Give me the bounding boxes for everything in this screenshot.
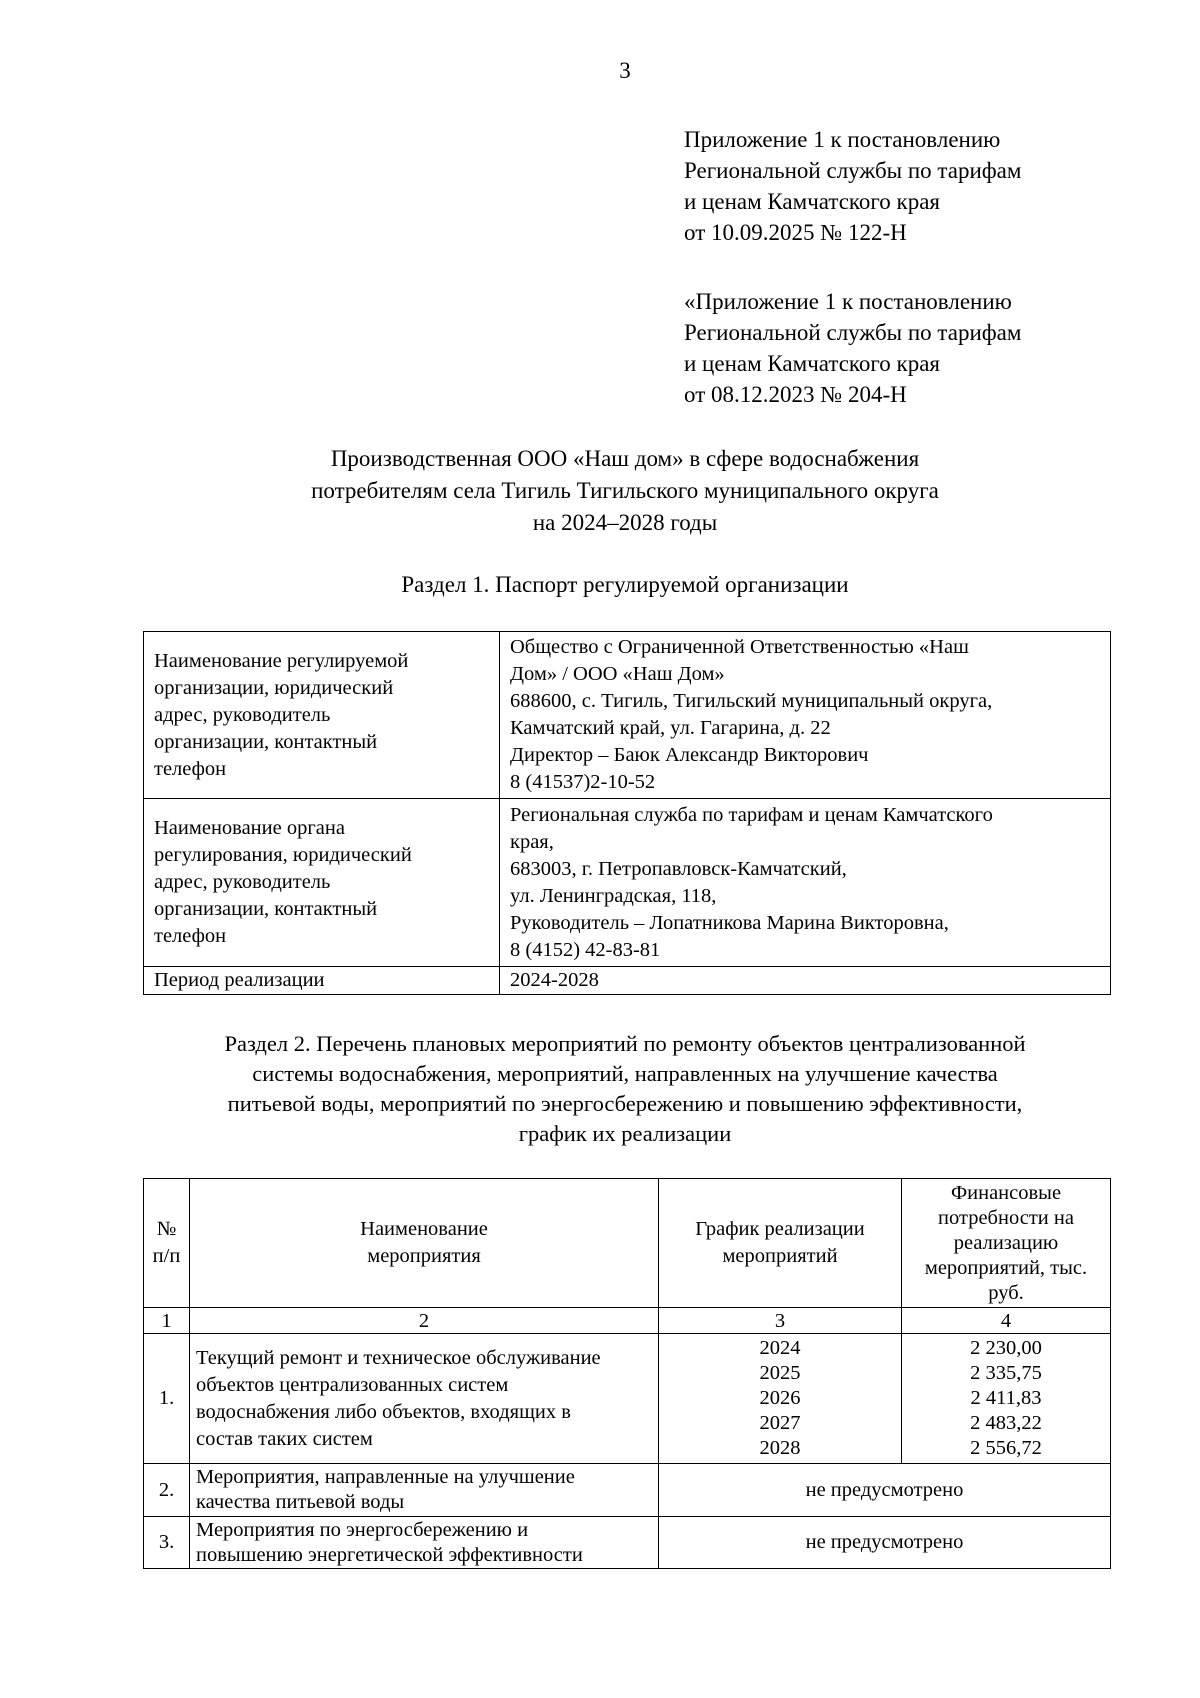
table-row: [144, 1464, 1111, 1517]
text-line: мероприятий: [722, 1245, 838, 1267]
text-line: организации, контактный: [154, 898, 378, 920]
appendix-line: от 08.12.2023 № 204-Н: [684, 382, 907, 407]
header-num: [144, 1179, 190, 1308]
text-line: мероприятий, тыс.: [924, 1256, 1088, 1279]
title-line: на 2024–2028 годы: [532, 510, 718, 535]
text-line: Камчатский край, ул. Гагарина, д. 22: [510, 717, 831, 739]
row-merged-value: не предусмотрено: [659, 1517, 1111, 1569]
text-line: 2 335,75: [970, 1362, 1042, 1384]
text-line: Наименование органа: [154, 817, 345, 839]
header-name: [190, 1179, 659, 1308]
text-line: 2 483,22: [970, 1412, 1042, 1434]
passport-value: [500, 632, 1111, 799]
table-row: [144, 799, 1111, 967]
title-line: Производственная ООО «Наш дом» в сфере водоснабжения: [330, 446, 920, 471]
text-line: Руководитель – Лопатникова Марина Викторовна,: [510, 911, 949, 934]
text-line: реализацию: [953, 1231, 1059, 1254]
table-row: [144, 967, 1111, 995]
appendix-line: Региональной службы по тарифам: [684, 158, 1022, 183]
text-line: Наименование: [360, 1218, 488, 1240]
col-number: 4: [902, 1308, 1111, 1334]
row-num: 2.: [144, 1464, 190, 1517]
table-row: [144, 1334, 1111, 1464]
text-line: Наименование регулируемой: [154, 649, 409, 672]
table-row: [144, 632, 1111, 799]
col-number: 1: [144, 1308, 190, 1334]
text-line: качества питьевой воды: [196, 1491, 405, 1513]
text-line: Региональная служба по тарифам и ценам Камчатского: [510, 803, 993, 826]
appendix-line: «Приложение 1 к постановлению: [684, 289, 1012, 314]
text-line: мероприятия: [367, 1245, 481, 1267]
row-num: 1.: [144, 1334, 190, 1464]
text-line: Директор – Баюк Александр Викторович: [510, 744, 869, 766]
measures-table: [143, 1178, 1111, 1569]
text-line: телефон: [154, 757, 227, 780]
appendix-previous: [684, 286, 1021, 410]
text-line: края,: [510, 830, 554, 853]
text-line: 2025: [759, 1362, 801, 1384]
text-line: №: [156, 1218, 177, 1240]
document-title: [0, 443, 1200, 539]
row-num: 3.: [144, 1517, 190, 1569]
passport-table: [143, 631, 1111, 995]
text-line: 688600, с. Тигиль, Тигильский муниципальный округа,: [510, 690, 993, 712]
text-line: объектов централизованных систем: [196, 1373, 509, 1396]
row-merged-value: не предусмотрено: [659, 1464, 1111, 1517]
text-line: 2028: [759, 1437, 801, 1459]
row-name: [190, 1517, 659, 1569]
passport-label: [144, 799, 500, 967]
passport-label: Период реализации: [144, 967, 500, 995]
text-line: 2 230,00: [970, 1337, 1042, 1359]
text-line: Мероприятия, направленные на улучшение: [196, 1466, 575, 1488]
passport-value: 2024-2028: [500, 967, 1111, 995]
text-line: питьевой воды, мероприятий по энергосбережению и повышению эффективности,: [227, 1091, 1023, 1116]
header-schedule: [659, 1179, 902, 1308]
text-line: телефон: [154, 925, 227, 947]
row-name: [190, 1334, 659, 1464]
text-line: 2024: [759, 1337, 801, 1359]
table-header-row: [144, 1179, 1111, 1308]
text-line: Раздел 2. Перечень плановых мероприятий по ремонту объектов централизованной: [224, 1031, 1026, 1056]
col-number: 2: [190, 1308, 659, 1334]
passport-label: [144, 632, 500, 799]
col-number: 3: [659, 1308, 902, 1334]
text-line: адрес, руководитель: [154, 871, 331, 893]
text-line: Финансовые: [950, 1181, 1062, 1204]
text-line: График реализации: [695, 1218, 865, 1240]
column-numbers-row: [144, 1308, 1111, 1334]
text-line: водоснабжения либо объектов, входящих в: [196, 1400, 571, 1423]
header-finance: [902, 1179, 1111, 1308]
appendix-current: [684, 124, 1021, 248]
text-line: состав таких систем: [196, 1427, 373, 1450]
text-line: 2027: [759, 1412, 801, 1434]
text-line: организации, контактный: [154, 730, 378, 753]
text-line: 2 556,72: [970, 1437, 1042, 1459]
text-line: потребности на: [938, 1206, 1074, 1229]
text-line: организации, юридический: [154, 676, 394, 699]
appendix-line: и ценам Камчатского края: [684, 351, 940, 376]
section1-heading: Раздел 1. Паспорт регулируемой организации: [401, 572, 849, 597]
passport-value: [500, 799, 1111, 967]
section2-heading: [0, 1029, 1200, 1149]
text-line: регулирования, юридический: [154, 844, 412, 866]
text-line: руб.: [988, 1281, 1024, 1304]
text-line: системы водоснабжения, мероприятий, направленных на улучшение качества: [252, 1061, 998, 1086]
appendix-line: от 10.09.2025 № 122-Н: [684, 220, 907, 245]
text-line: 8 (41537)2-10-52: [510, 771, 656, 793]
page-number: 3: [619, 58, 631, 83]
row-years: [659, 1334, 902, 1464]
text-line: 2 411,83: [970, 1387, 1042, 1409]
text-line: Дом» / ООО «Наш Дом»: [510, 663, 725, 685]
text-line: 8 (4152) 42-83-81: [510, 938, 661, 961]
text-line: п/п: [152, 1245, 181, 1267]
text-line: график их реализации: [518, 1121, 732, 1146]
appendix-line: Приложение 1 к постановлению: [684, 127, 1001, 152]
text-line: Текущий ремонт и техническое обслуживание: [196, 1346, 601, 1369]
text-line: повышению энергетической эффективности: [196, 1543, 583, 1566]
table-row: [144, 1517, 1111, 1569]
text-line: Мероприятия по энергосбережению и: [196, 1518, 529, 1541]
text-line: 683003, г. Петропавловск-Камчатский,: [510, 857, 847, 880]
title-line: потребителям села Тигиль Тигильского муниципального округа: [311, 478, 939, 503]
text-line: Общество с Ограниченной Ответственностью «Наш: [510, 636, 969, 658]
text-line: ул. Ленинградская, 118,: [510, 884, 717, 907]
text-line: 2026: [759, 1387, 801, 1409]
text-line: адрес, руководитель: [154, 703, 331, 726]
appendix-line: и ценам Камчатского края: [684, 189, 940, 214]
row-name: [190, 1464, 659, 1517]
row-amounts: [902, 1334, 1111, 1464]
appendix-line: Региональной службы по тарифам: [684, 320, 1022, 345]
